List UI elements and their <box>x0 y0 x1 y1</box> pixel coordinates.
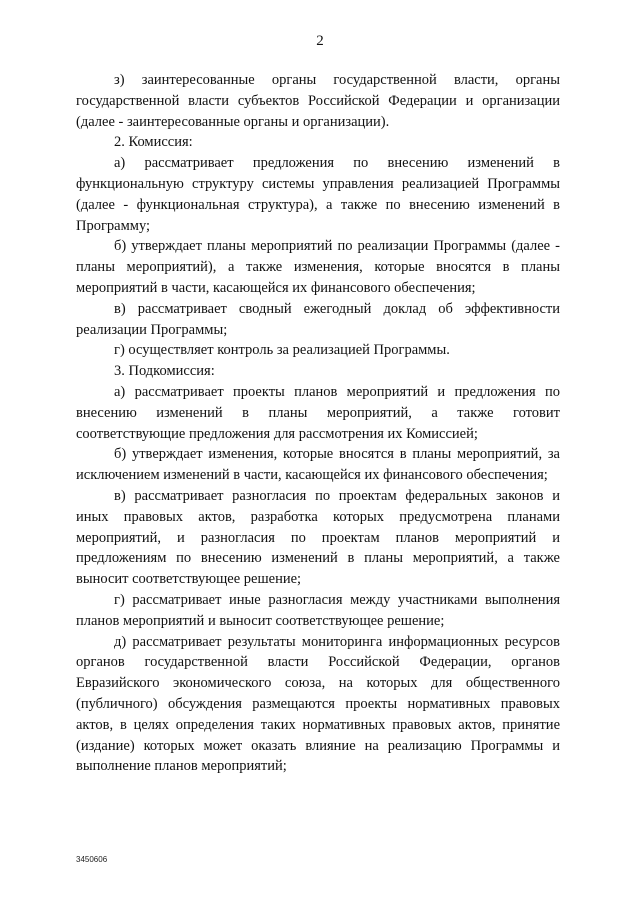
document-body <box>76 70 560 777</box>
paragraph-subcommission-b: б) утверждает изменения, которые вносятся в планы мероприятий, за исключением изменений в части, касающейся их финансового обеспечения; <box>76 446 560 484</box>
section-heading-commission: 2. Комиссия: <box>114 134 193 151</box>
paragraph-subcommission-v: в) рассматривает разногласия по проектам федеральных законов и иных правовых актов, разработка которых предусмотрена планами мероприятий, и разногласия по проектам планов мероприятий и предложениям по внесению изменений в планы мероприятий, а также выносит соответствующее решение; <box>76 487 560 588</box>
paragraph-commission-v: в) рассматривает сводный ежегодный доклад об эффективности реализации Программы; <box>76 300 560 338</box>
document-footer-code: 3450606 <box>76 855 108 864</box>
paragraph-subcommission-d: д) рассматривает результаты мониторинга информационных ресурсов органов государственной власти Российской Федерации, органов Евразийского экономического союза, на которых для общественного (публичного) обсуждения размещаются проекты нормативных правовых актов, в целях определения таких нормативных правовых актов, принятие (издание) которых может оказать влияние на реализацию Программы и выполнение планов мероприятий; <box>76 633 560 775</box>
paragraph-subcommission-a: а) рассматривает проекты планов мероприятий и предложения по внесению изменений в планы мероприятий, а также готовит соответствующие предложения для рассмотрения их Комиссией; <box>76 383 560 442</box>
paragraph-z-interested-bodies: з) заинтересованные органы государственной власти, органы государственной власти субъектов Российской Федерации и организации (далее - заинтересованные органы и организации). <box>76 72 560 130</box>
paragraph-subcommission-g: г) рассматривает иные разногласия между участниками выполнения планов мероприятий и выносит соответствующее решение; <box>76 591 560 629</box>
paragraph-commission-b: б) утверждает планы мероприятий по реализации Программы (далее - планы мероприятий), а также изменения, которые вносятся в планы мероприятий в части, касающейся их финансового обеспечения; <box>76 238 560 296</box>
paragraph-commission-a: а) рассматривает предложения по внесению изменений в функциональную структуру системы управления реализацией Программы (далее - функциональная структура), а также по внесению изменений в Программу; <box>76 155 560 234</box>
paragraph-commission-g: г) осуществляет контроль за реализацией Программы. <box>114 342 450 359</box>
section-heading-subcommission: 3. Подкомиссия: <box>114 363 215 380</box>
page-number: 2 <box>316 33 324 49</box>
